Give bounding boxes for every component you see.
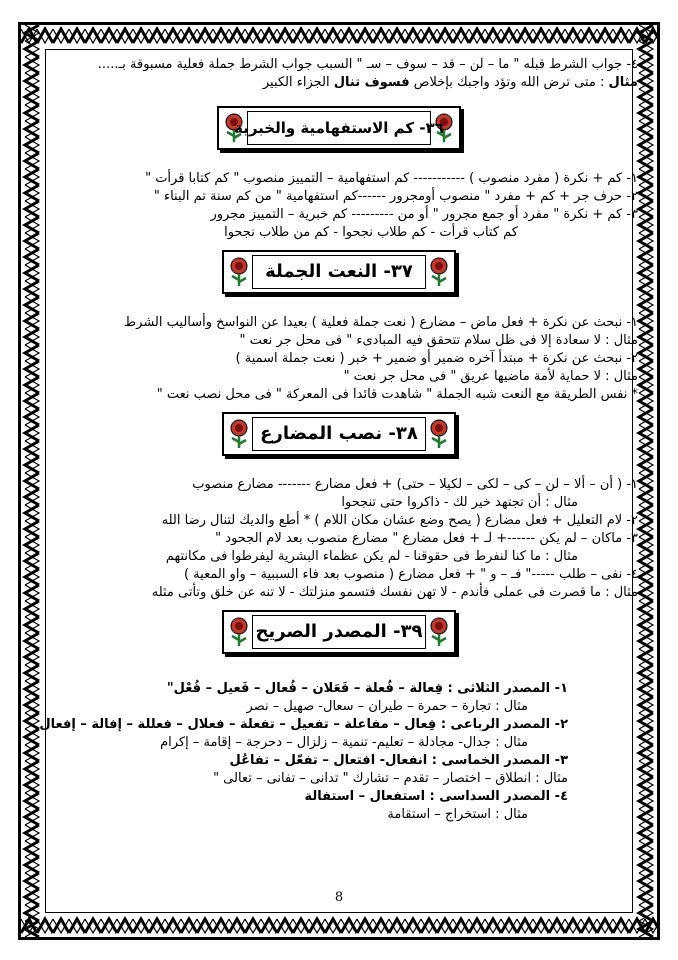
section-36-title: ٣٦- كم الاستفهامية والخبرية: [234, 119, 444, 137]
chain-border-right: [635, 25, 657, 937]
s39-line-7: ٤- المصدر السداسى : استفعال – استفالة: [304, 789, 568, 804]
s37-line-5: * نفس الطريقة مع النعت شبه الجملة " شاهدت قائدا فى المعركة " فى محل نصب نعت ": [156, 387, 638, 402]
section-38-title: ٣٨- نصب المضارع: [260, 423, 418, 444]
s38-line-3: ٢- لام التعليل + فعل مضارع ( يصح وضع عشان مكان اللام ) * أطع والديك لتنال رضا الله: [161, 513, 638, 528]
rose-icon: [226, 418, 252, 450]
page-number: 8: [334, 890, 344, 905]
section-37-title: ٣٧- النعت الجملة: [265, 261, 413, 282]
example-bold: فسوف تنال: [333, 75, 410, 90]
s38-line-4: ٣- ماكان – لم يكن ------+ لـ + فعل مضارع " مضارع منصوب بعد لام الجحود ": [215, 531, 638, 546]
intro-line: ٤- جواب الشرط قبله " ما – لن – قد – سوف – سـ " السبب جواب الشرط جملة فعلية مسبوقة بـ.....: [97, 57, 638, 72]
s37-line-1: ١- نبحث عن نكرة + فعل ماض – مضارع ( نعت جملة فعلية ) بعيدا عن النواسخ وأساليب الشرط: [124, 315, 638, 330]
s38-line-7: مثال : ما قصرت فى عملى فأندم - لا تهن نفسك فتسمو منزلتك - لا تنه عن خلق وتأتى مثله: [151, 585, 638, 600]
s38-line-5: مثال : ما كنا لنفرط فى حقوقنا - لم يكن عظماء البشرية ليفرطوا فى مكانتهم: [165, 549, 578, 564]
s36-line-1: ١- كم + نكرة ( مفرد منصوب ) ----------- كم استفهامية – التمييز منصوب " كم كتابا قرأت ": [145, 171, 638, 186]
chain-border-bottom: [21, 915, 657, 937]
section-39-title-box: [222, 610, 456, 654]
s39-line-4: مثال : جدال- مجادلة – تعليم- تنمية – زلزال – دحرجة – إقامة – إكرام: [160, 735, 528, 750]
rose-icon: [226, 256, 252, 288]
s38-line-1: ١- ( أن – ألا – لن – كى – لكى – لكيلا – حتى) + فعل مضارع ------- مضارع منصوب: [192, 477, 638, 492]
rose-icon: [426, 616, 452, 648]
rose-icon: [426, 256, 452, 288]
chain-border-top: [21, 25, 657, 47]
section-39-title: ٣٩- المصدر الصريح: [255, 621, 423, 642]
example-text: : متى ترض الله وتؤد واجبك بإخلاص: [413, 75, 605, 90]
intro-example: [40, 74, 638, 92]
example-label: مثال: [608, 75, 638, 90]
s39-line-6: مثال : انطلاق – اختصار – تقدم – تشارك " تدانى – تفانى – تعالى ": [213, 771, 568, 786]
s36-line-4: كم كتاب قرأت - كم طلاب نجحوا - كم من طلاب نجحوا: [224, 225, 518, 240]
rose-icon: [426, 418, 452, 450]
rose-icon: [226, 616, 252, 648]
section-38-title-box: [222, 412, 456, 456]
s39-line-2: مثال : تجارة – حمرة – طيران – سعال- صهيل – نصر: [246, 699, 528, 714]
s36-line-3: ٣- كم + نكرة " مفرد أو جمع مجرور " أو من --------- كم خبرية – التمييز مجرور: [210, 207, 638, 222]
s39-line-5: ٣- المصدر الخماسى : انفعال- افتعال – تفعّل – تفاعُل: [229, 753, 568, 768]
page-content: [40, 56, 638, 824]
section-37-title-box: [222, 250, 456, 294]
s37-line-4: مثال : لا حماية لأمة ماضيها عريق " فى محل جر نعت ": [343, 369, 638, 384]
s39-line-3: ٢- المصدر الرباعى : فِعال – مفاعلة – تفعيل – تفعلة – فعلال – فعللة – إفالة – إفعال: [39, 717, 568, 732]
s37-line-2: مثال : لا سعادة إلا فى ظل سلام تتحقق فيه المبادىء " فى محل جر نعت ": [239, 333, 638, 348]
s39-line-1: ١- المصدر الثلاثى : فِعالة – فُعلة – فَعَلان – فُعال – فَعيل – فُعْل": [166, 681, 568, 696]
s38-line-6: ٤- نفى – طلب -----" فـ – و " + فعل مضارع ( منصوب بعد فاء السببية – واو المعية ): [183, 567, 638, 582]
s37-line-3: ٢- نبحث عن نكرة + مبتدأ آخره ضمير أو ضمير + خبر ( نعت جملة اسمية ): [235, 351, 638, 366]
example-tail: الجزاء الكبير: [262, 75, 330, 90]
s39-line-8: مثال : استخراج – استقامة: [387, 807, 528, 822]
s36-line-2: ٢- حرف جر + كم + مفرد " منصوب أومجرور ------كم استفهامية " من كم سنة تم البناء ": [153, 189, 638, 204]
section-36-title-box: [217, 106, 461, 150]
s38-line-2: مثال : أن تجتهد خير لك - ذاكروا حتى تنجحوا: [341, 495, 578, 510]
